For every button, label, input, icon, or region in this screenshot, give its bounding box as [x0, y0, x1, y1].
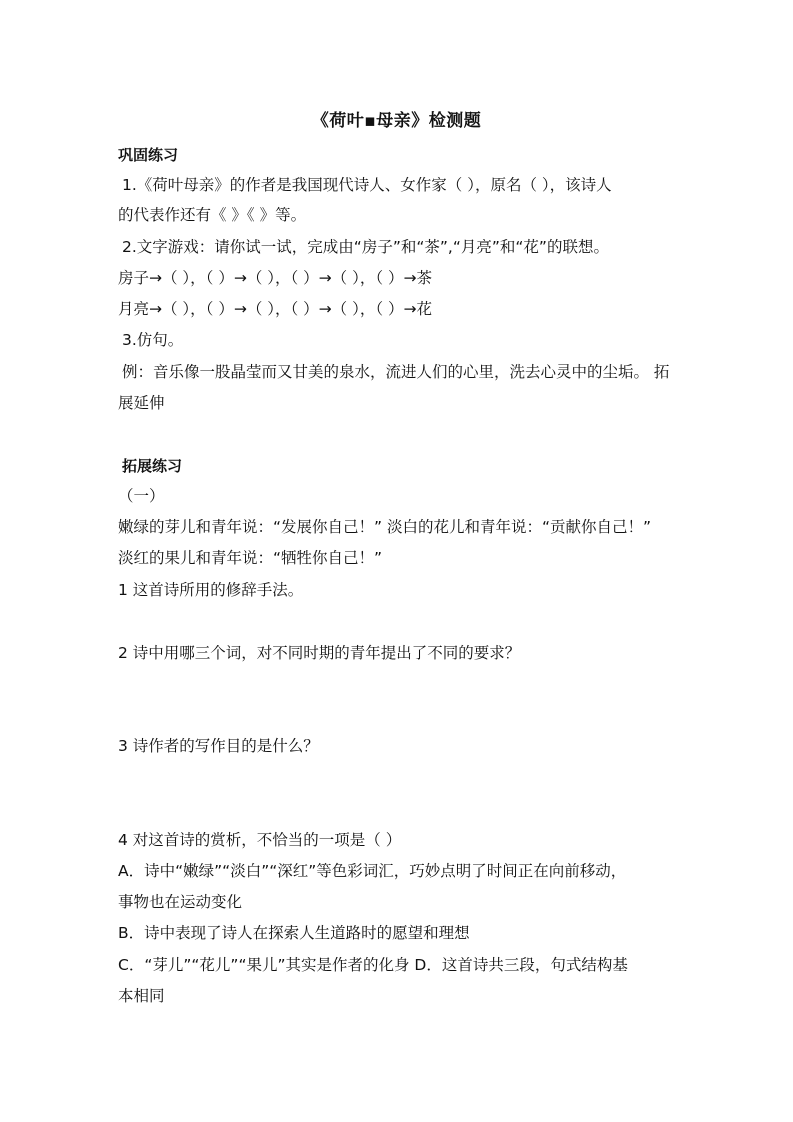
extension-question-4: 4 对这首诗的赏析，不恰当的一项是（ ）	[118, 831, 402, 849]
option-b: B．诗中表现了诗人在探索人生道路时的愿望和理想	[118, 924, 470, 942]
question-2-house-chain: 房子→（ ），（ ）→（ ），（ ）→（ ），（ ）→茶	[118, 269, 433, 287]
question-3-example-continued: 展延伸	[118, 394, 165, 412]
question-1-line-2: 的代表作还有《 》《 》等。	[118, 206, 307, 224]
poem-line-1: 嫩绿的芽儿和青年说：“发展你自己！” 淡白的花儿和青年说：“贡献你自己！”	[118, 518, 652, 536]
extension-question-2: 2 诗中用哪三个词，对不同时期的青年提出了不同的要求？	[118, 644, 521, 662]
extension-question-3: 3 诗作者的写作目的是什么？	[118, 737, 319, 755]
option-c-d-line-1: C．“芽儿”“花儿”“果儿”其实是作者的化身 D．这首诗共三段，句式结构基	[118, 956, 628, 974]
option-a-line-1: A．诗中“嫩绿”“淡白”“深红”等色彩词汇，巧妙点明了时间正在向前移动，	[118, 862, 627, 880]
section-heading-extension: 拓展练习	[122, 457, 183, 475]
extension-question-1: 1 这首诗所用的修辞手法。	[118, 581, 304, 599]
poem-line-2: 淡红的果儿和青年说：“牺牲你自己！”	[118, 549, 383, 567]
part-label: （一）	[118, 487, 165, 505]
option-a-line-2: 事物也在运动变化	[118, 893, 243, 911]
question-2-moon-chain: 月亮→（ ），（ ）→（ ），（ ）→（ ），（ ）→花	[118, 300, 433, 318]
option-c-d-line-2: 本相同	[118, 987, 165, 1005]
question-2: 2.文字游戏：请你试一试，完成由“房子”和“茶”,“月亮”和“花”的联想。	[122, 238, 609, 256]
section-heading-consolidation: 巩固练习	[118, 146, 179, 164]
document-title: 《荷叶▪母亲》检测题	[311, 111, 482, 131]
question-1-line-1: 1.《荷叶母亲》的作者是我国现代诗人、女作家（ ），原名（ ），该诗人	[122, 176, 612, 194]
question-3-example: 例：音乐像一股晶莹而又甘美的泉水，流进人们的心里，洗去心灵中的尘垢。 拓	[122, 363, 670, 381]
question-3: 3.仿句。	[122, 331, 184, 349]
